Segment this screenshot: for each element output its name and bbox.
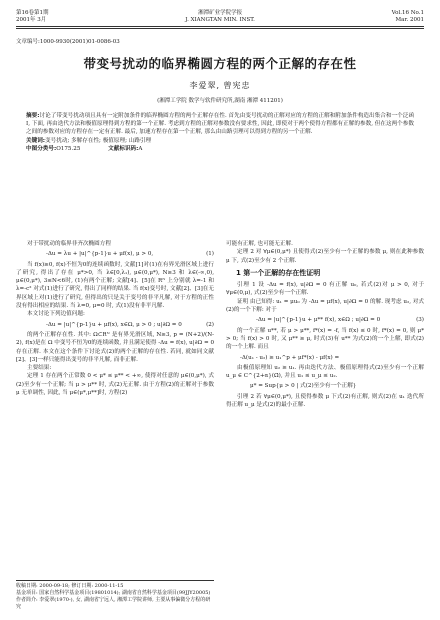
equation-text: -Δ(u₁ - u₂) ≥ u₁^p + μf*(x) - μf(x) = [240, 354, 340, 361]
lemma-2: 引理 2 若 ∀μ∈(0,μ*), 且使得参数 μ 下式(2)有正解, 则式(2)在 u₁ 迭代所得正解 u_μ 是式(2)的最小正解. [226, 393, 424, 409]
equation-text: -Δu = |u|^{p-1}u + μ** f(x), x∈Ω ; u|∂Ω = 0 [256, 317, 381, 324]
equation-number: (1) [206, 251, 214, 258]
author-bio: 作者简介: 李爱翠(1970-), 女, 湖南省宁远人, 湘潭工学院讲师, 主要从事偏微分方程的研究 [16, 597, 211, 610]
header-left [16, 10, 49, 24]
proof: 证明 由已知得: u₁ = μu₀ 为 -Δu = μf(x), u|∂Ω = 0 的解. 现考虑 u₂, 对式(2)的一个下解: 对于 [226, 298, 424, 314]
equation-text: -Δu = λu + |u|^{p-1}u + μf(x), μ > 0, [46, 251, 154, 258]
header-volume-en: Vol.16 No.1 [391, 10, 424, 16]
paragraph: 本文讨论下列边值问题: [27, 311, 85, 318]
abstract-label: 摘要: [26, 113, 40, 119]
article-number: 文章编号:1000-9930(2001)01-0086-03 [16, 39, 120, 45]
abstract-text: 讨论了带变号扰动项且具有一定附加条件的临界椭圆方程的两个正解存在性. 首先由变号扰动的正解对应的方程的正解和附加条件构造出集合和一个泛函 I, 下面, 再由迭代方法和极值原理得到方程的第一个正解. 考虑到方程的正解对参数没有要求性, 因此, 即使对于两个使得方程都有正解的参数, 但在这两个参数之间的参数对应的方程存在一定有正解. 最后, 加速方程存在第一个正解, 那么由山路引理可以得到方程的另一个正解. [26, 113, 414, 136]
doc-code-group [108, 145, 142, 153]
paper-title: 带变号扰动的临界椭圆方程的两个正解的存在性 [83, 56, 357, 71]
equation-2 [46, 321, 214, 329]
theorem-2: 定理 2 对 ∀μ∈(0,μ*) 且使得式(2)至少有一个正解的参数 μ, 则在此种参数 μ 下, 式(2)至少有 2 个正解. [226, 249, 424, 264]
keywords-label: 关键词: [26, 137, 46, 144]
theorem-1: 定理 1 存在两个正常数 0 < μ* ≤ μ** < +∞, 使得对任意的 μ∈(0,μ*), 式(2)至少有一个正解; 当 μ > μ** 时, 式(2)无正解. 由于方程(2)的正解对于参数 μ 无单调性, 因此, 当 μ∈(μ*,μ**]时, 方程(2) [16, 373, 214, 397]
equation-5 [250, 382, 424, 390]
paragraph: 可能有正解, 也可能无正解. [226, 241, 293, 247]
paper-affiliation: (湘潭工学院 数学与软件研究所,湖南 湘潭 411201) [157, 98, 283, 104]
journal-name-en: J. XIANGTAN MIN. INST. [185, 17, 255, 23]
paper-authors: 李爱翠, 曾宪忠 [189, 81, 251, 90]
section-heading: 1 第一个正解的存在性证明 [236, 268, 321, 277]
header-right [392, 10, 424, 24]
classification-line [26, 145, 414, 153]
right-column [226, 240, 424, 409]
equation-text: -Δu = |u|^{p-1}u + μf(x), x∈Ω, μ > 0 ; u|∂Ω = 0 [46, 321, 182, 328]
paragraph: 主要结果: [27, 365, 52, 372]
header-date: 2001年 3月 [16, 17, 47, 23]
equation-number: (3) [416, 317, 424, 324]
paragraph: 对于带扰动的临界非齐次椭圆方程 [27, 241, 111, 247]
received-date: 收稿日期: 2000-09-18; 修订日期: 2000-11-15 [16, 583, 124, 589]
equation-text: μ* = Sup{μ > 0 | 式(2)至少有一个正解} [250, 383, 357, 390]
equation-number: (2) [206, 321, 214, 328]
journal-name-cn: 湘潭矿业学院学报 [198, 10, 243, 16]
header-rule-thin [16, 28, 424, 29]
paragraph: 的一个正解 u**, 若 μ > μ**, f*(x) = -f, 当 f(x) ≤ 0 时, f*(x) = 0, 则 μ* > 0; 当 f(x) > 0 时, 又 μ** ≥ μ, 时式(3)有 u** 为式(2)的一个上解, 即式(2)的一个上解. 而且 [226, 327, 424, 351]
equation-1 [46, 250, 214, 258]
header-rule [16, 26, 424, 27]
equation-3 [256, 316, 424, 324]
paragraph: 当 f(x)≥0, f(x)不恒为0的连续函数时, 文献[1]对(1)在有界光滑区域上进行了研究, 得出了存在 μ*>0, 当 λ∈[0,λ₁), μ∈(0,μ*), N≥3 和 λ∈(-∞,0), μ∈(0,μ*), 3≤N<6时, (1)有两个正解; 文献[4]、[5]在 Rᴺ 上分别就 λ=-1 和 λ=-c² 对式(1)进行了研究, 得出了同样的结果. 当 f(x)变号时, 文献[2]、[3]在无界区域上对(1)进行了研究, 但得出的只是关于变号的非平凡解, 对于方程的正性没有得出相应的结果. 当 λ=0, μ=0 时, 式(1)没有非平凡解. [16, 261, 214, 310]
left-column [16, 240, 214, 409]
equation-4 [240, 354, 424, 362]
clc-value: O175.25 [56, 145, 81, 152]
keywords-line [26, 137, 414, 145]
paragraph: 的两个正解存在性. 其中: Ω⊂Rᴺ 是有界光滑区域, N≥3, p = (N+2)/(N-2), f(x)是在 Ω 中变号不恒为0的连续函数, 并且满足使得 -Δu = f(x), u|∂Ω = 0 存在正解. 本文在这个条件下讨论式(2)的两个正解的存在性. 若同, 就如同文献[2]、[3]一样只能得出变号的非平凡解, 而非正解. [16, 331, 214, 363]
paragraph: 由极值原理知 u₂ ≥ u₁. 再由迭代方法、极值原理得式(2)至少有一个正解 u_μ ∈ C^{2+α}(Ω̄), 并且 u₁ ≤ u_μ ≤ u₂. [226, 364, 424, 380]
header-volume: 第16卷第1期 [16, 10, 49, 16]
doc-code-value: A [138, 145, 143, 152]
header-center [185, 10, 255, 24]
journal-header [16, 10, 424, 24]
keywords-text: 变号扰动; 多解存在性; 极值原理; 山路引理 [45, 137, 152, 144]
clc-label: 中图分类号: [26, 145, 57, 152]
doc-code-label: 文献标识码: [108, 145, 139, 152]
fund-info: 基金项目: 国家自然科学基金项目(19801014); 湖南省自然科学基金项目(99JJY20005) [16, 590, 211, 596]
footnotes [16, 580, 214, 611]
body-columns [16, 240, 424, 409]
lemma-1: 引理 1 设 -Δu = f(x), u|∂Ω = 0 有正解 u₀, 若式(2)对 μ > 0, 对于 ∀μ∈(0,μ), 式(2)至少有一个正解. [226, 282, 424, 297]
header-date-en: Mar. 2001 [395, 17, 424, 23]
abstract [26, 112, 414, 137]
clc-group [26, 145, 80, 153]
